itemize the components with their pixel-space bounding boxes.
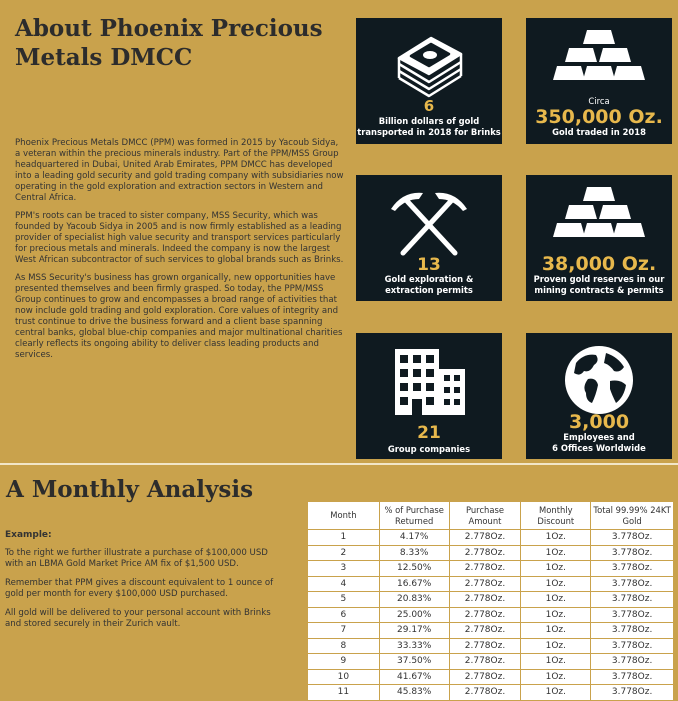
- stat-number: 38,000 Oz.: [541, 253, 657, 275]
- table-cell: 2.778Oz.: [449, 561, 521, 577]
- table-cell: 20.83%: [379, 592, 449, 608]
- table-cell: 2.778Oz.: [449, 654, 521, 670]
- stat-tile-gold-traded: [526, 18, 672, 144]
- table-row: [308, 638, 674, 654]
- stat-caption: mining contracts & permits: [534, 285, 664, 295]
- table-cell: 3.778Oz.: [591, 592, 674, 608]
- table-cell: 1Oz.: [521, 669, 591, 685]
- table-cell: 3.778Oz.: [591, 576, 674, 592]
- column-header: Month: [308, 502, 380, 530]
- table-cell: 2.778Oz.: [449, 576, 521, 592]
- table-cell: 37.50%: [379, 654, 449, 670]
- table-cell: 1Oz.: [521, 654, 591, 670]
- table-cell: 2.778Oz.: [449, 545, 521, 561]
- table-cell: 9: [308, 654, 380, 670]
- table-row: [308, 561, 674, 577]
- table-cell: 8: [308, 638, 380, 654]
- globe-icon: [526, 341, 672, 419]
- stat-number: 13: [417, 255, 441, 275]
- table-body: [308, 530, 674, 701]
- table-cell: 3.778Oz.: [591, 561, 674, 577]
- table-cell: 3.778Oz.: [591, 623, 674, 639]
- column-header: Total 99.99% 24KT Gold: [591, 502, 674, 530]
- table-cell: 3.778Oz.: [591, 607, 674, 623]
- table-cell: 29.17%: [379, 623, 449, 639]
- stat-tile-companies: [356, 333, 502, 459]
- table-cell: 16.67%: [379, 576, 449, 592]
- stat-caption: Gold exploration &: [384, 274, 474, 284]
- pickaxes-icon: [356, 183, 502, 261]
- stat-number: 6: [423, 97, 435, 115]
- table-cell: 3.778Oz.: [591, 530, 674, 546]
- stat-caption: 6 Offices Worldwide: [552, 443, 646, 453]
- table-cell: 3.778Oz.: [591, 669, 674, 685]
- column-header: % of Purchase Returned: [379, 502, 449, 530]
- table-cell: 45.83%: [379, 685, 449, 701]
- table-cell: 1Oz.: [521, 530, 591, 546]
- example-paragraph: All gold will be delivered to your personal account with Brinks and stored securely in their Zurich vault.: [5, 608, 271, 629]
- building-icon: [356, 341, 502, 419]
- table-header-row: [308, 502, 674, 530]
- table-cell: 1Oz.: [521, 685, 591, 701]
- table-row: [308, 623, 674, 639]
- table-cell: 3.778Oz.: [591, 685, 674, 701]
- table-cell: 3: [308, 561, 380, 577]
- table-row: [308, 685, 674, 701]
- table-row: [308, 654, 674, 670]
- table-cell: 1Oz.: [521, 592, 591, 608]
- table-row: [308, 607, 674, 623]
- table-cell: 25.00%: [379, 607, 449, 623]
- table-cell: 6: [308, 607, 380, 623]
- table-cell: 1Oz.: [521, 623, 591, 639]
- cash-stack-icon: [356, 26, 502, 104]
- about-paragraph: PPM's roots can be traced to sister company, MSS Security, which was founded by Yacoub Sidya in 2005 and is now firmly established as a leading provider of specialist high value security and transport services particularly for precious metals and minerals. Indeed the company is now the largest West African subcontractor of such services to global brands such as Brinks.: [15, 211, 344, 265]
- table-row: [308, 545, 674, 561]
- table-cell: 4: [308, 576, 380, 592]
- stat-caption: extraction permits: [385, 285, 473, 295]
- stat-caption: Proven gold reserves in our: [533, 274, 665, 284]
- table-cell: 12.50%: [379, 561, 449, 577]
- table-cell: 2.778Oz.: [449, 592, 521, 608]
- table-cell: 10: [308, 669, 380, 685]
- table-cell: 41.67%: [379, 669, 449, 685]
- table-cell: 2.778Oz.: [449, 685, 521, 701]
- table-cell: 1Oz.: [521, 576, 591, 592]
- analysis-title: A Monthly Analysis: [6, 476, 254, 503]
- table-cell: 1Oz.: [521, 561, 591, 577]
- example-text: [5, 548, 275, 638]
- table-row: [308, 530, 674, 546]
- column-header: Monthly Discount: [521, 502, 591, 530]
- stat-tile-transport: [356, 18, 502, 144]
- about-paragraph: As MSS Security's business has grown organically, new opportunities have presented themselves and been firmly grasped. So today, the PPM/MSS Group continues to grow and encompasses a broad range of activities that now include gold trading and gold exploration. Core values of integrity and trust continue to drive the business forward and a client base spanning central banks, global blue-chip companies and major multinational charities clearly reflects its ongoing ability to deliver class leading products and services.: [15, 273, 343, 360]
- stat-prefix: Circa: [588, 96, 610, 106]
- table-cell: 33.33%: [379, 638, 449, 654]
- about-text: [15, 138, 345, 368]
- table-cell: 1Oz.: [521, 607, 591, 623]
- table-cell: 2.778Oz.: [449, 530, 521, 546]
- example-paragraph: To the right we further illustrate a purchase of $100,000 USD with an LBMA Gold Market Price AM fix of $1,500 USD.: [5, 548, 268, 569]
- stat-caption: Billion dollars of gold: [378, 116, 480, 126]
- stat-tile-reserves: [526, 175, 672, 301]
- stat-number: 21: [417, 423, 441, 443]
- table-cell: 2.778Oz.: [449, 607, 521, 623]
- table-row: [308, 669, 674, 685]
- table-cell: 1Oz.: [521, 638, 591, 654]
- table-row: [308, 576, 674, 592]
- table-cell: 1: [308, 530, 380, 546]
- table-cell: 2.778Oz.: [449, 623, 521, 639]
- table-cell: 3.778Oz.: [591, 545, 674, 561]
- table-cell: 5: [308, 592, 380, 608]
- table-cell: 4.17%: [379, 530, 449, 546]
- table-row: [308, 592, 674, 608]
- stat-number: 3,000: [568, 411, 630, 433]
- gold-bars-icon: [526, 24, 672, 90]
- example-label: Example:: [5, 530, 52, 540]
- table-cell: 2: [308, 545, 380, 561]
- stat-caption: Group companies: [387, 444, 471, 454]
- table-cell: 1Oz.: [521, 545, 591, 561]
- about-title: About Phoenix Precious Metals DMCC: [15, 15, 323, 71]
- table-cell: 7: [308, 623, 380, 639]
- stat-tile-employees: [526, 333, 672, 459]
- table-cell: 2.778Oz.: [449, 638, 521, 654]
- gold-bars-icon: [526, 181, 672, 247]
- monthly-analysis-table: [307, 501, 674, 701]
- stat-caption: Gold traded in 2018: [552, 127, 646, 137]
- table-cell: 2.778Oz.: [449, 669, 521, 685]
- table-cell: 3.778Oz.: [591, 654, 674, 670]
- table-cell: 3.778Oz.: [591, 638, 674, 654]
- stat-caption: Employees and: [563, 432, 635, 442]
- table-cell: 8.33%: [379, 545, 449, 561]
- example-paragraph: Remember that PPM gives a discount equivalent to 1 ounce of gold per month for every $100,000 USD purchased.: [5, 578, 274, 599]
- about-paragraph: Phoenix Precious Metals DMCC (PPM) was formed in 2015 by Yacoub Sidya, a veteran within the precious minerals industry. Part of the PPM/MSS Group headquartered in Dubai, United Arab Emirates, PPM DMCC has developed into a leading gold security and gold trading company with subsidiaries now operating in the gold exploration and extraction sectors in Western and Central Africa.: [15, 138, 344, 203]
- stat-tile-permits: [356, 175, 502, 301]
- table-cell: 11: [308, 685, 380, 701]
- stat-caption: transported in 2018 for Brinks: [357, 127, 501, 137]
- column-header: Purchase Amount: [449, 502, 521, 530]
- stat-number: 350,000 Oz.: [535, 106, 663, 128]
